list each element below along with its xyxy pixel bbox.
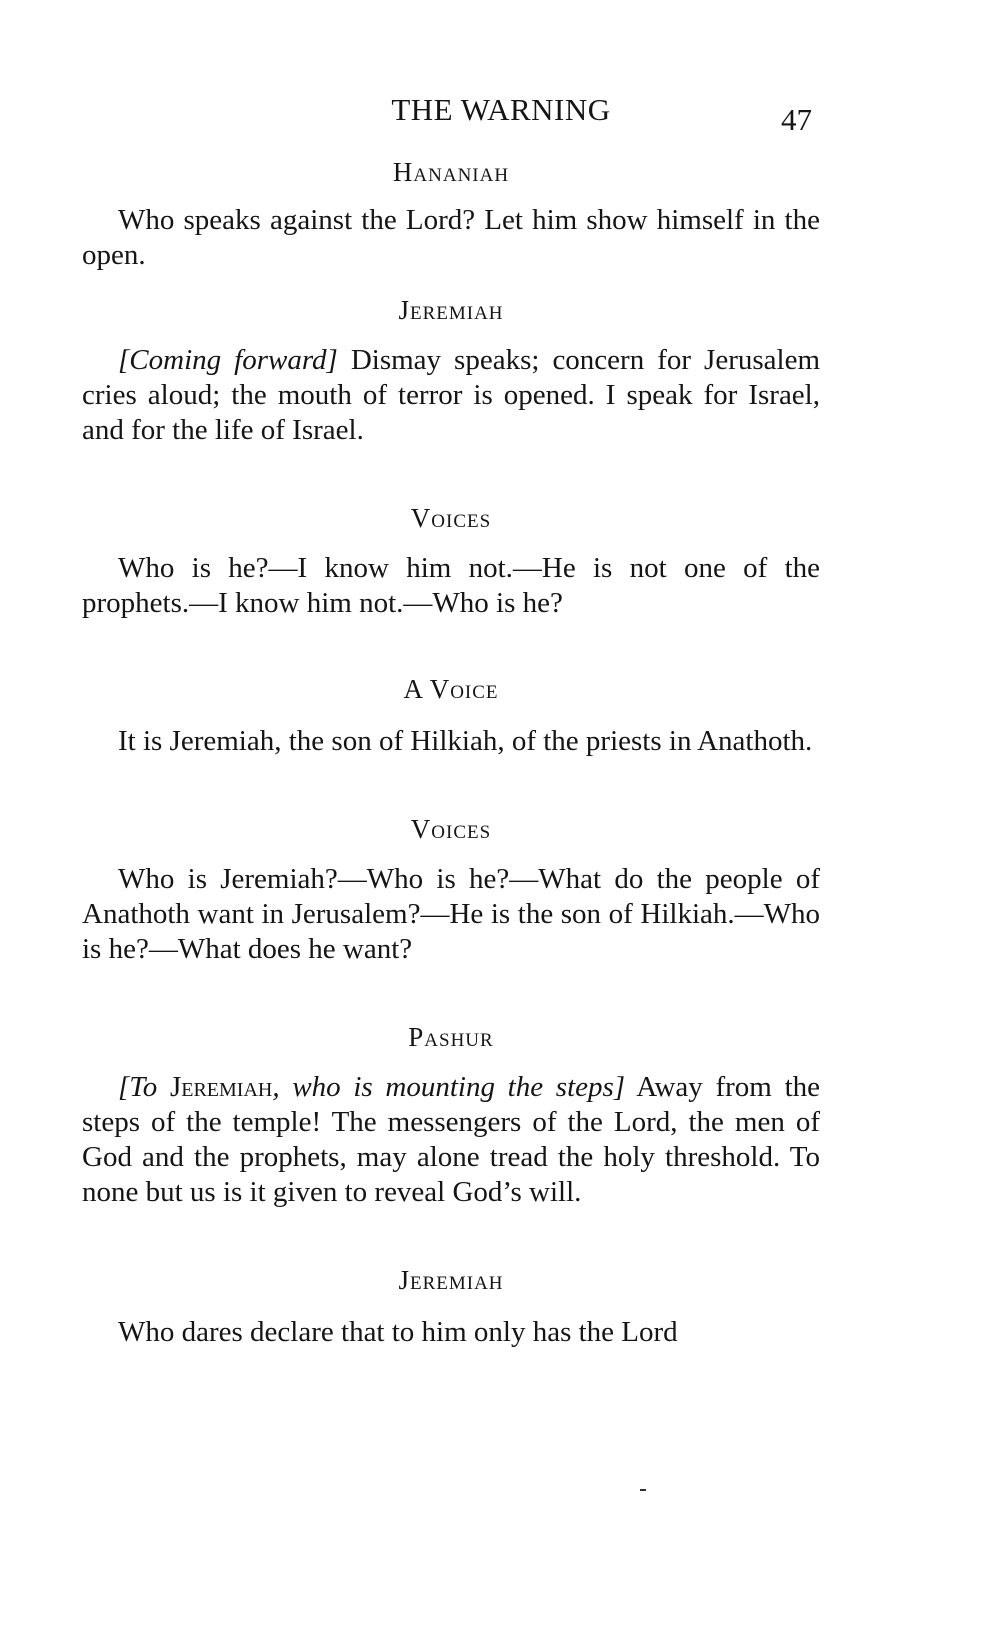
- dialogue-block: [82, 1315, 820, 1350]
- speaker-name: Pashur: [408, 1022, 494, 1052]
- dialogue-text: Who dares declare that to him only has the Lord: [118, 1316, 678, 1348]
- dialogue-body: Away from the steps of the temple! The messengers of the Lord, the men of God and the prophets, may alone tread the holy threshold. To none but us is it given to reveal God’s will.: [82, 1071, 820, 1208]
- speaker-block: [82, 157, 820, 188]
- dialogue-text: Who is he?—I know him not.—He is not one of the prophets.—I know him not.—Who is he?: [82, 552, 820, 619]
- speaker-block: [82, 674, 820, 705]
- dialogue-block: [82, 862, 820, 967]
- dialogue-text: It is Jeremiah, the son of Hilkiah, of the priests in Anathoth.: [118, 725, 813, 757]
- speaker-name: Voices: [410, 814, 492, 844]
- dialogue-block: [82, 203, 820, 273]
- speaker-block: [82, 1022, 820, 1053]
- dialogue-block: [82, 1070, 820, 1210]
- speaker-name: Voices: [410, 503, 492, 533]
- stage-direction-name: Jeremiah: [169, 1071, 273, 1103]
- dialogue-body: Dismay speaks; concern for Jerusalem cries aloud; the mouth of terror is opened. I speak for Israel, and for the life of Israel.: [82, 344, 820, 446]
- speaker-block: [82, 1265, 820, 1296]
- dialogue-text: Who speaks against the Lord? Let him show himself in the open.: [82, 204, 820, 271]
- stage-direction-open: [To: [118, 1071, 170, 1103]
- print-speck: [640, 1489, 646, 1491]
- dialogue-block: [82, 551, 820, 621]
- speaker-name: Jeremiah: [398, 295, 504, 325]
- dialogue-text: [82, 1070, 820, 1210]
- running-title: THE WARNING: [391, 92, 611, 127]
- dialogue-block: [82, 724, 820, 759]
- speaker-block: [82, 503, 820, 534]
- dialogue-text: Who is Jeremiah?—Who is he?—What do the people of Anathoth want in Jerusalem?—He is the son of Hilkiah.—Who is he?—What does he want?: [82, 863, 820, 965]
- stage-direction: [Coming forward]: [118, 344, 338, 376]
- dialogue-block: [82, 343, 820, 448]
- page-number: 47: [781, 102, 812, 137]
- speaker-name: A Voice: [403, 674, 499, 704]
- speaker-block: [82, 295, 820, 326]
- dialogue-text: [82, 343, 820, 448]
- speaker-name: Jeremiah: [398, 1265, 504, 1295]
- speaker-block: [82, 814, 820, 845]
- page-header: [0, 92, 1002, 138]
- speaker-name: Hananiah: [392, 157, 510, 187]
- stage-direction-rest: , who is mounting the steps]: [272, 1071, 626, 1103]
